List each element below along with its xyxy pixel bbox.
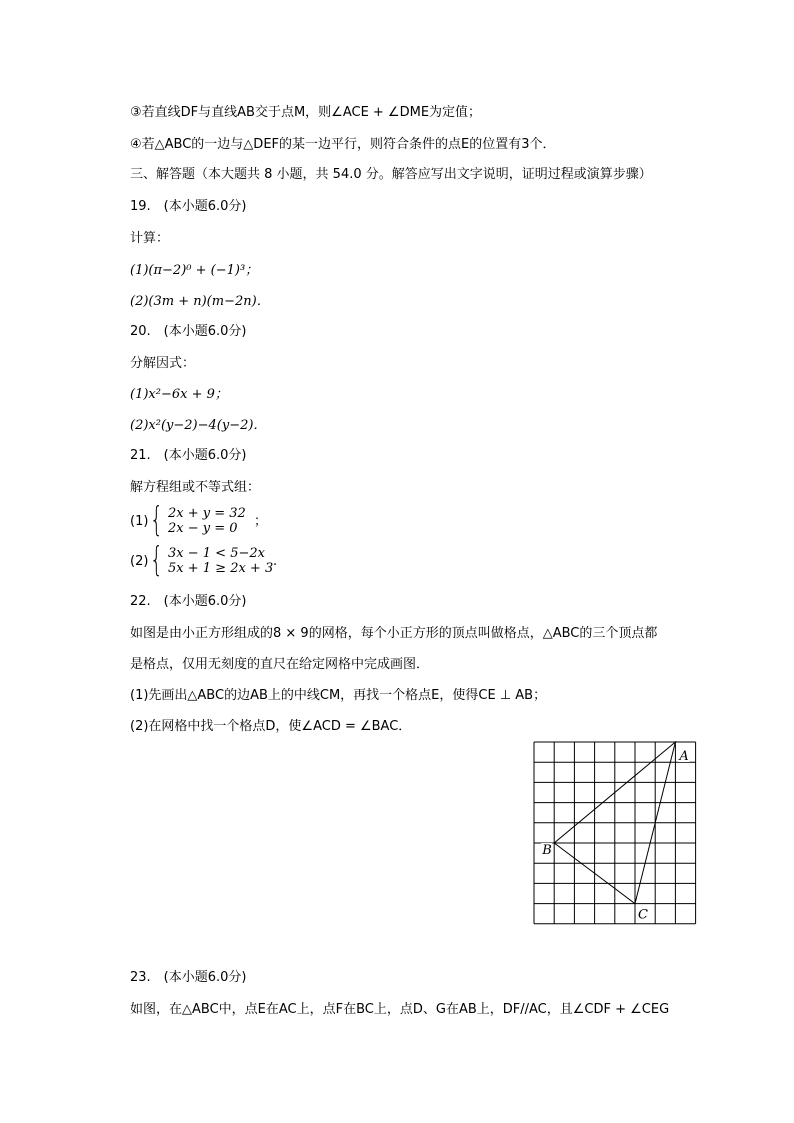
statement-4: ④若△ABC的一边与△DEF的某一边平行，则符合条件的点E的位置有3个． (130, 137, 556, 152)
q23-paragraph-1: 如图，在△ABC中，点E在AC上，点F在BC上，点D、G在AB上，DF//AC，且∠CDF + ∠CEG (130, 1002, 670, 1017)
system1-tail: ； (254, 514, 268, 529)
q19-part2: (2)(3m + n)(m−2n)． (130, 294, 270, 309)
vertex-label-c: C (638, 907, 648, 923)
system2-rows (168, 546, 273, 576)
system2-row2: 5x + 1 ≥ 2x + 3 (168, 561, 274, 576)
system1-brace: { (150, 500, 163, 540)
grid-lines (534, 742, 696, 924)
q22-paragraph-1: 如图是由小正方形组成的8 × 9的网格，每个小正方形的顶点叫做格点，△ABC的三个顶点都 (130, 626, 658, 641)
q22-header: 22. (本小题6.0分) (130, 594, 247, 609)
q19-part1: (1)(π−2)⁰ + (−1)³； (130, 263, 259, 278)
q20-header: 20. (本小题6.0分) (130, 324, 247, 339)
q23-header: 23. (本小题6.0分) (130, 970, 247, 985)
q19-header: 19. (本小题6.0分) (130, 199, 247, 214)
q20-part2: (2)x²(y−2)−4(y−2)． (130, 418, 267, 433)
q22-part2: (2)在网格中找一个格点D，使∠ACD = ∠BAC． (130, 719, 412, 734)
system2-brace: { (150, 540, 163, 580)
grid-figure (532, 740, 698, 926)
q20-intro: 分解因式： (130, 356, 196, 371)
q21-intro: 解方程组或不等式组： (130, 480, 261, 495)
system2-row1: 3x − 1 < 5−2x (168, 546, 265, 561)
system2-label: (2) (130, 554, 149, 569)
q22-paragraph-2: 是格点，仅用无刻度的直尺在给定网格中完成画图． (130, 657, 430, 672)
q19-intro: 计算： (130, 231, 170, 246)
system1-row2: 2x − y = 0 (168, 521, 238, 536)
q22-part1: (1)先画出△ABC的边AB上的中线CM，再找一个格点E，使得CE ⊥ AB； (130, 688, 547, 703)
q21-system-1 (130, 500, 270, 540)
section-heading: 三、解答题（本大题共 8 小题，共 54.0 分。解答应写出文字说明，证明过程或演算步骤） (130, 167, 652, 182)
q20-part1: (1)x²−6x + 9； (130, 387, 228, 402)
vertex-label-a: A (679, 749, 689, 764)
q21-system-2 (130, 540, 280, 580)
system1-row1: 2x + y = 32 (168, 506, 246, 521)
system2-tail: . (273, 554, 278, 569)
vertex-label-b: B (542, 843, 552, 858)
system1-label: (1) (130, 514, 149, 529)
statement-3: ③若直线DF与直线AB交于点M，则∠ACE + ∠DME为定值； (130, 105, 482, 120)
q21-header: 21. (本小题6.0分) (130, 448, 247, 463)
system1-rows (168, 506, 246, 536)
